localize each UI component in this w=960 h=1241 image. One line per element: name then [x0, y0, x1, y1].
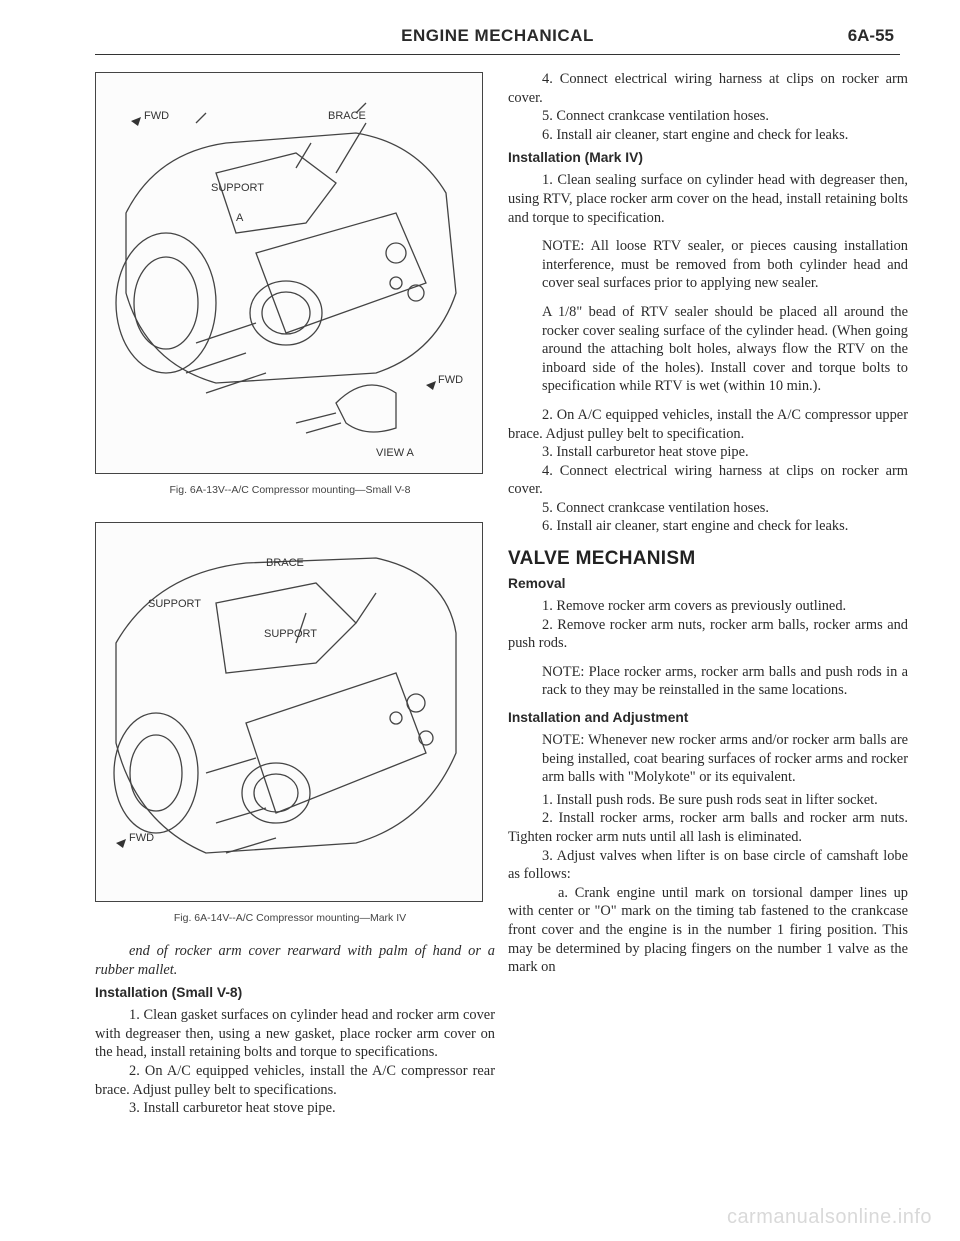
- brace-label: BRACE: [266, 557, 304, 569]
- left-text-block: [95, 942, 495, 1118]
- step-1-mark-iv: 1. Clean sealing surface on cylinder head with degreaser then, using RTV, place rocker arm cover on the head, install retaining bolts and torque to specification.: [508, 172, 908, 226]
- fwd-label: FWD: [144, 110, 170, 122]
- removal-step-2: 2. Remove rocker arm nuts, rocker arm balls, rocker arms and push rods.: [508, 616, 908, 652]
- fwd-label-view-a: FWD: [438, 374, 464, 386]
- figure-caption-small-v8: Fig. 6A-13V--A/C Compressor mounting—Small V-8: [169, 484, 411, 496]
- step-2-mark-iv: 2. On A/C equipped vehicles, install the A/C compressor upper brace. Adjust pulley belt to specification.: [508, 406, 908, 442]
- figure-small-v8: [95, 72, 483, 474]
- support-label-left: SUPPORT: [148, 598, 201, 610]
- support-label: SUPPORT: [211, 182, 264, 194]
- adjust-step-1: 1. Install push rods. Be sure push rods seat in lifter socket.: [542, 791, 878, 808]
- engine-illustration-mark-iv: [96, 523, 482, 901]
- step-6-mark-iv: 6. Install air cleaner, start engine and check for leaks.: [542, 518, 849, 535]
- heading-installation-adjustment: Installation and Adjustment: [508, 710, 689, 726]
- heading-installation-small-v8: Installation (Small V-8): [95, 985, 243, 1001]
- removal-step-1: 1. Remove rocker arm covers as previously outlined.: [542, 598, 847, 615]
- note-text: NOTE: All loose RTV sealer, or pieces causing installation interference, must be removed from both cylinder head and cover seal surfaces prior to applying new sealer.: [542, 238, 908, 292]
- step-4-small-v8: 4. Connect electrical wiring harness at clips on rocker arm cover.: [508, 71, 908, 106]
- watermark: carmanualsonline.info: [726, 1206, 932, 1228]
- note-rtv-bead: [542, 303, 908, 396]
- forward-arrow-icon-view-a: [426, 381, 436, 390]
- step-6-small-v8: 6. Install air cleaner, start engine and check for leaks.: [542, 126, 849, 143]
- heading-installation-mark-iv: Installation (Mark IV): [508, 150, 643, 166]
- note-molykote: [542, 731, 908, 787]
- adjust-step-3a: a. Crank engine until mark on torsional damper lines up with center or "O" mark on the timing tab fastened to the crankcase front cover and the engine is in the number 1 firing position. This may be determined by placing fingers on the number 1 valve as the mark on: [508, 884, 908, 976]
- note-text: NOTE: Place rocker arms, rocker arm balls and push rods in a rack to they may be reinstalled in the same locations.: [542, 663, 908, 699]
- brace-label: BRACE: [328, 110, 366, 122]
- view-a-label: VIEW A: [376, 447, 414, 459]
- page-header: [95, 22, 900, 55]
- note-rack: [542, 663, 908, 700]
- adjust-step-3: 3. Adjust valves when lifter is on base circle of camshaft lobe as follows:: [508, 847, 908, 883]
- step-2-small-v8: 2. On A/C equipped vehicles, install the A/C compressor rear brace. Adjust pulley belt to specifications.: [95, 1062, 495, 1098]
- view-a-marker-label: A: [236, 212, 244, 224]
- step-3-mark-iv: 3. Install carburetor heat stove pipe.: [542, 444, 749, 461]
- right-column: [508, 70, 908, 977]
- figure-caption-mark-iv: Fig. 6A-14V--A/C Compressor mounting—Mark IV: [173, 912, 407, 924]
- adjust-step-2: 2. Install rocker arms, rocker arm balls and rocker arm nuts. Tighten rocker arm nuts until all lash is eliminated.: [508, 810, 908, 845]
- step-1-small-v8: 1. Clean gasket surfaces on cylinder head and rocker arm cover with degreaser then, using a new gasket, place rocker arm cover on the head, install retaining bolts and torque to specifications.: [95, 1007, 495, 1061]
- italic-continuation: end of rocker arm cover rearward with palm of hand or a rubber mallet.: [95, 943, 495, 978]
- section-title-header: ENGINE MECHANICAL: [401, 26, 594, 45]
- fwd-label: FWD: [129, 832, 155, 844]
- note-text: NOTE: Whenever new rocker arms and/or rocker arm balls are being installed, coat bearing surfaces of rocker arms and rocker arm balls with "Molykote" or its equivalent.: [542, 732, 908, 786]
- heading-removal: Removal: [508, 576, 566, 592]
- forward-arrow-icon: [131, 117, 141, 126]
- left-column: [95, 72, 495, 1118]
- step-3-small-v8: 3. Install carburetor heat stove pipe.: [129, 1100, 336, 1117]
- page-number: 6A-55: [847, 26, 894, 45]
- engine-illustration-small-v8: [96, 73, 482, 473]
- section-heading-valve-mechanism: VALVE MECHANISM: [508, 548, 696, 570]
- step-5-small-v8: 5. Connect crankcase ventilation hoses.: [542, 108, 769, 125]
- support-label-right: SUPPORT: [264, 628, 317, 640]
- forward-arrow-icon: [116, 839, 126, 848]
- step-5-mark-iv: 5. Connect crankcase ventilation hoses.: [542, 499, 769, 516]
- note-rtv-removal: [542, 237, 908, 293]
- note-text: A 1/8" bead of RTV sealer should be placed all around the rocker cover sealing surface of the cylinder head. (When going around the attaching bolt holes, always flow the RTV on the inboard side of the holes). Install cover and torque bolts to specification while RTV is wet (within 10 min.).: [542, 303, 908, 395]
- step-4-mark-iv: 4. Connect electrical wiring harness at clips on rocker arm cover.: [508, 462, 908, 498]
- figure-mark-iv: [95, 522, 483, 902]
